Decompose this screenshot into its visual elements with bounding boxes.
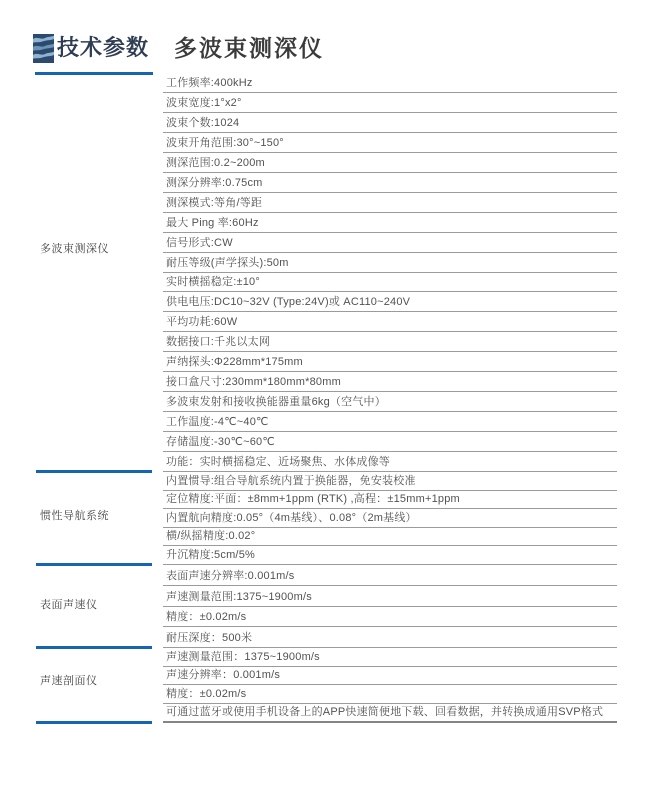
spec-row <box>163 292 617 312</box>
spec-row-text: 精度：±0.02m/s <box>166 687 247 700</box>
section-rows <box>163 565 617 648</box>
spec-row-text: 接口盒尺寸:230mm*180mm*80mm <box>166 376 341 389</box>
product-title: 多波束测深仪 <box>174 35 324 61</box>
spec-row <box>163 392 617 412</box>
spec-row-text: 波束个数:1024 <box>166 116 240 129</box>
spec-row <box>163 73 617 93</box>
spec-row-text: 定位精度:平面：±8mm+1ppm (RTK) ,高程：±15mm+1ppm <box>166 493 460 506</box>
spec-row <box>163 509 617 528</box>
spec-row <box>163 253 617 273</box>
spec-row <box>163 546 617 565</box>
spec-row <box>163 452 617 472</box>
section-heading: 技术参数 <box>57 35 150 60</box>
spec-row-text: 耐压等级(声学探头):50m <box>166 256 289 269</box>
spec-row <box>163 412 617 432</box>
section-divider-bar <box>36 721 152 724</box>
section-label-cell <box>0 648 163 723</box>
spec-row-text: 数据接口:千兆以太网 <box>166 336 271 349</box>
section-label: 多波束测深仪 <box>40 243 109 255</box>
spec-row <box>163 93 617 113</box>
spec-row <box>163 352 617 372</box>
spec-row-text: 内置航向精度:0.05°（4m基线）、0.08°（2m基线） <box>166 511 417 524</box>
spec-row <box>163 193 617 213</box>
section-label-cell <box>0 565 163 648</box>
spec-row <box>163 565 617 586</box>
spec-row <box>163 491 617 510</box>
section-label: 声速剖面仪 <box>40 675 98 687</box>
spec-row <box>163 213 617 233</box>
spec-row-text: 表面声速分辨率:0.001m/s <box>166 569 295 582</box>
spec-row <box>163 312 617 332</box>
spec-row-text: 平均功耗:60W <box>166 316 238 329</box>
layered-waves-icon <box>33 34 54 63</box>
spec-row-text: 工作温度:-4℃~40℃ <box>166 416 269 429</box>
spec-row <box>163 133 617 153</box>
spec-section <box>0 472 660 565</box>
spec-row <box>163 233 617 253</box>
spec-row-text: 声速分辨率：0.001m/s <box>166 669 281 681</box>
section-label-cell <box>0 472 163 565</box>
section-rows <box>163 648 617 723</box>
spec-row <box>163 153 617 173</box>
spec-row-text: 多波束发射和接收换能器重量6kg（空气中） <box>166 396 386 409</box>
spec-section <box>0 648 660 723</box>
section-rows <box>163 472 617 565</box>
spec-row <box>163 528 617 547</box>
spec-row-text: 波束开角范围:30°~150° <box>166 136 284 149</box>
spec-row <box>163 332 617 352</box>
spec-row <box>163 648 617 667</box>
section-rows <box>163 73 617 472</box>
spec-row-text: 最大 Ping 率:60Hz <box>166 216 259 229</box>
spec-row-text: 横/纵摇精度:0.02° <box>166 530 256 543</box>
spec-section <box>0 73 660 472</box>
spec-row-text: 实时横摇稳定:±10° <box>166 276 260 289</box>
spec-row <box>163 667 617 686</box>
spec-row <box>163 432 617 452</box>
spec-row <box>163 607 617 628</box>
spec-row <box>163 173 617 193</box>
spec-row-text: 耐压深度：500米 <box>166 632 253 644</box>
spec-section <box>0 565 660 648</box>
spec-row-text: 升沉精度:5cm/5% <box>166 548 255 561</box>
spec-row <box>163 472 617 491</box>
spec-row-text: 功能：实时横摇稳定、近场聚焦、水体成像等 <box>166 456 390 469</box>
spec-row-text: 声纳探头:Φ228mm*175mm <box>166 356 303 369</box>
spec-row-text: 声速测量范围:1375~1900m/s <box>166 590 312 603</box>
spec-row-text: 测深范围:0.2~200m <box>166 156 265 169</box>
spec-row <box>163 273 617 293</box>
spec-row-text: 波束宽度:1°x2° <box>166 96 242 109</box>
spec-row <box>163 704 617 724</box>
spec-row-text: 工作频率:400kHz <box>166 76 253 89</box>
spec-row-text: 声速测量范围：1375~1900m/s <box>166 650 320 663</box>
spec-row-text: 存储温度:-30℃~60℃ <box>166 436 275 449</box>
spec-row <box>163 627 617 648</box>
spec-row <box>163 685 617 704</box>
section-label: 表面声速仪 <box>40 599 98 611</box>
spec-row <box>163 113 617 133</box>
section-label-cell <box>0 73 163 472</box>
spec-table <box>0 73 660 723</box>
spec-row-text: 供电电压:DC10~32V (Type:24V)或 AC110~240V <box>166 296 411 309</box>
spec-row-text: 内置惯导:组合导航系统内置于换能器，免安装校准 <box>166 474 416 487</box>
spec-row <box>163 586 617 607</box>
spec-row <box>163 372 617 392</box>
spec-row-text: 测深模式:等角/等距 <box>166 196 263 209</box>
spec-row-text: 测深分辨率:0.75cm <box>166 176 263 189</box>
spec-row-text: 信号形式:CW <box>166 236 233 249</box>
spec-row-text: 精度：±0.02m/s <box>166 611 247 624</box>
section-label: 惯性导航系统 <box>40 510 109 522</box>
spec-row-text: 可通过蓝牙或使用手机设备上的APP快速简便地下载、回看数据，并转换成通用SVP格式 <box>166 706 604 718</box>
